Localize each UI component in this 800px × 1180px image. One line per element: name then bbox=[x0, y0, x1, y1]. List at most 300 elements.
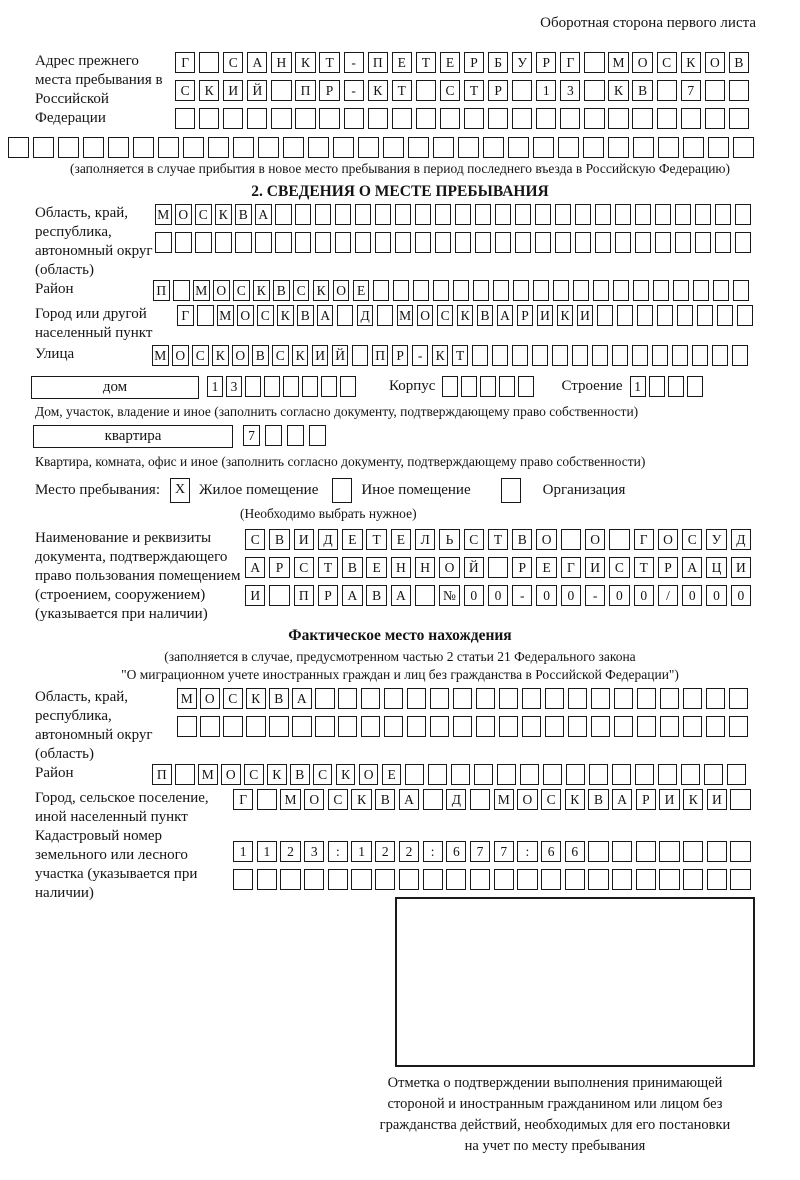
char-box[interactable]: С bbox=[294, 557, 314, 578]
char-box[interactable] bbox=[175, 764, 195, 785]
char-box[interactable] bbox=[423, 789, 443, 810]
char-box[interactable]: К bbox=[336, 764, 356, 785]
char-box[interactable] bbox=[375, 204, 392, 225]
char-box[interactable] bbox=[255, 232, 272, 253]
char-box[interactable]: 2 bbox=[375, 841, 395, 862]
char-box[interactable]: Р bbox=[318, 585, 338, 606]
char-box[interactable]: Б bbox=[488, 52, 508, 73]
char-box[interactable]: Т bbox=[416, 52, 436, 73]
char-box[interactable] bbox=[470, 869, 490, 890]
char-box[interactable] bbox=[512, 345, 529, 366]
char-box[interactable] bbox=[488, 557, 508, 578]
char-box[interactable] bbox=[455, 232, 472, 253]
char-box[interactable]: С bbox=[328, 789, 348, 810]
char-box[interactable] bbox=[561, 529, 581, 550]
char-box[interactable] bbox=[735, 232, 752, 253]
char-box[interactable] bbox=[735, 204, 752, 225]
char-box[interactable] bbox=[399, 869, 419, 890]
char-box[interactable] bbox=[392, 108, 412, 129]
char-box[interactable] bbox=[683, 137, 704, 158]
char-box[interactable] bbox=[233, 137, 254, 158]
char-box[interactable] bbox=[633, 137, 654, 158]
char-box[interactable] bbox=[275, 204, 292, 225]
char-box[interactable] bbox=[480, 376, 496, 397]
char-box[interactable] bbox=[304, 869, 324, 890]
char-box[interactable] bbox=[497, 764, 517, 785]
char-box[interactable]: М bbox=[217, 305, 234, 326]
char-box[interactable] bbox=[257, 789, 277, 810]
char-box[interactable] bbox=[704, 764, 724, 785]
char-box[interactable]: 0 bbox=[609, 585, 629, 606]
char-box[interactable] bbox=[458, 137, 479, 158]
char-box[interactable] bbox=[265, 425, 282, 446]
char-box[interactable] bbox=[635, 764, 655, 785]
char-box[interactable] bbox=[375, 869, 395, 890]
char-box[interactable]: О bbox=[237, 305, 254, 326]
char-box[interactable] bbox=[292, 716, 312, 737]
char-box[interactable]: 0 bbox=[488, 585, 508, 606]
char-box[interactable]: 6 bbox=[565, 841, 585, 862]
char-box[interactable]: К bbox=[215, 204, 232, 225]
char-box[interactable] bbox=[568, 688, 588, 709]
char-box[interactable] bbox=[269, 716, 289, 737]
char-box[interactable] bbox=[683, 716, 703, 737]
char-box[interactable]: О bbox=[213, 280, 230, 301]
char-box[interactable]: К bbox=[246, 688, 266, 709]
char-box[interactable] bbox=[271, 80, 291, 101]
char-box[interactable] bbox=[592, 345, 609, 366]
char-box[interactable]: Е bbox=[391, 529, 411, 550]
char-box[interactable]: В bbox=[252, 345, 269, 366]
char-box[interactable]: Г bbox=[233, 789, 253, 810]
char-box[interactable] bbox=[408, 137, 429, 158]
char-box[interactable]: К bbox=[432, 345, 449, 366]
char-box[interactable] bbox=[697, 305, 714, 326]
char-box[interactable]: А bbox=[245, 557, 265, 578]
char-box[interactable]: В bbox=[269, 688, 289, 709]
char-box[interactable] bbox=[535, 204, 552, 225]
char-box[interactable] bbox=[433, 137, 454, 158]
char-box[interactable]: А bbox=[255, 204, 272, 225]
char-box[interactable]: Р bbox=[536, 52, 556, 73]
char-box[interactable] bbox=[657, 80, 677, 101]
char-box[interactable] bbox=[368, 108, 388, 129]
char-box[interactable]: А bbox=[497, 305, 514, 326]
char-box[interactable] bbox=[545, 688, 565, 709]
char-box[interactable]: К bbox=[351, 789, 371, 810]
char-box[interactable] bbox=[677, 305, 694, 326]
char-box[interactable]: М bbox=[198, 764, 218, 785]
char-box[interactable] bbox=[283, 376, 299, 397]
char-box[interactable] bbox=[383, 137, 404, 158]
char-box[interactable] bbox=[287, 425, 304, 446]
char-box[interactable] bbox=[717, 305, 734, 326]
char-box[interactable]: Г bbox=[560, 52, 580, 73]
char-box[interactable] bbox=[632, 108, 652, 129]
char-box[interactable] bbox=[499, 376, 515, 397]
char-box[interactable] bbox=[430, 716, 450, 737]
char-box[interactable] bbox=[315, 688, 335, 709]
char-box[interactable] bbox=[33, 137, 54, 158]
char-box[interactable] bbox=[335, 232, 352, 253]
char-box[interactable] bbox=[446, 869, 466, 890]
char-box[interactable]: Т bbox=[392, 80, 412, 101]
char-box[interactable] bbox=[338, 716, 358, 737]
char-box[interactable] bbox=[200, 716, 220, 737]
char-box[interactable]: О bbox=[517, 789, 537, 810]
char-box[interactable]: К bbox=[557, 305, 574, 326]
char-box[interactable] bbox=[177, 716, 197, 737]
char-box[interactable]: Т bbox=[488, 529, 508, 550]
char-box[interactable]: Р bbox=[319, 80, 339, 101]
char-box[interactable]: И bbox=[707, 789, 727, 810]
char-box[interactable]: С bbox=[244, 764, 264, 785]
char-box[interactable] bbox=[636, 841, 656, 862]
char-box[interactable] bbox=[512, 108, 532, 129]
char-box[interactable]: Д bbox=[357, 305, 374, 326]
char-box[interactable]: - bbox=[344, 80, 364, 101]
char-box[interactable] bbox=[476, 716, 496, 737]
char-box[interactable] bbox=[315, 204, 332, 225]
char-box[interactable]: С bbox=[223, 688, 243, 709]
char-box[interactable] bbox=[695, 232, 712, 253]
char-box[interactable]: Д bbox=[731, 529, 751, 550]
char-box[interactable] bbox=[315, 716, 335, 737]
char-box[interactable]: - bbox=[412, 345, 429, 366]
char-box[interactable]: Т bbox=[452, 345, 469, 366]
char-box[interactable] bbox=[575, 232, 592, 253]
char-box[interactable] bbox=[271, 108, 291, 129]
char-box[interactable]: 0 bbox=[731, 585, 751, 606]
char-box[interactable]: М bbox=[193, 280, 210, 301]
char-box[interactable] bbox=[608, 137, 629, 158]
char-box[interactable]: П bbox=[153, 280, 170, 301]
checkbox-inoe[interactable] bbox=[332, 478, 352, 503]
char-box[interactable] bbox=[568, 716, 588, 737]
char-box[interactable]: А bbox=[399, 789, 419, 810]
char-box[interactable]: К bbox=[212, 345, 229, 366]
char-box[interactable] bbox=[659, 841, 679, 862]
char-box[interactable] bbox=[269, 585, 289, 606]
char-box[interactable]: 1 bbox=[630, 376, 646, 397]
char-box[interactable] bbox=[612, 764, 632, 785]
char-box[interactable]: Р bbox=[269, 557, 289, 578]
char-box[interactable] bbox=[614, 688, 634, 709]
char-box[interactable]: В bbox=[366, 585, 386, 606]
char-box[interactable]: А bbox=[682, 557, 702, 578]
char-box[interactable] bbox=[108, 137, 129, 158]
char-box[interactable]: С bbox=[437, 305, 454, 326]
char-box[interactable] bbox=[470, 789, 490, 810]
char-box[interactable] bbox=[705, 108, 725, 129]
char-box[interactable] bbox=[464, 108, 484, 129]
char-box[interactable] bbox=[584, 80, 604, 101]
char-box[interactable] bbox=[235, 232, 252, 253]
char-box[interactable]: О bbox=[417, 305, 434, 326]
char-box[interactable]: И bbox=[312, 345, 329, 366]
char-box[interactable]: О bbox=[200, 688, 220, 709]
char-box[interactable]: И bbox=[245, 585, 265, 606]
char-box[interactable]: - bbox=[512, 585, 532, 606]
char-box[interactable] bbox=[672, 345, 689, 366]
char-box[interactable] bbox=[246, 716, 266, 737]
char-box[interactable]: 1 bbox=[207, 376, 223, 397]
char-box[interactable] bbox=[518, 376, 534, 397]
char-box[interactable] bbox=[455, 204, 472, 225]
char-box[interactable] bbox=[315, 232, 332, 253]
char-box[interactable]: С bbox=[233, 280, 250, 301]
char-box[interactable] bbox=[614, 716, 634, 737]
char-box[interactable] bbox=[158, 137, 179, 158]
char-box[interactable] bbox=[730, 841, 750, 862]
char-box[interactable] bbox=[275, 232, 292, 253]
char-box[interactable]: Е bbox=[440, 52, 460, 73]
char-box[interactable] bbox=[451, 764, 471, 785]
char-box[interactable]: И bbox=[731, 557, 751, 578]
char-box[interactable] bbox=[405, 764, 425, 785]
char-box[interactable]: Д bbox=[318, 529, 338, 550]
char-box[interactable]: С bbox=[293, 280, 310, 301]
char-box[interactable]: Г bbox=[177, 305, 194, 326]
char-box[interactable] bbox=[395, 204, 412, 225]
char-box[interactable]: № bbox=[439, 585, 459, 606]
char-box[interactable] bbox=[264, 376, 280, 397]
char-box[interactable]: К bbox=[681, 52, 701, 73]
char-box[interactable] bbox=[295, 108, 315, 129]
char-box[interactable] bbox=[608, 108, 628, 129]
char-box[interactable] bbox=[515, 232, 532, 253]
char-box[interactable] bbox=[375, 232, 392, 253]
char-box[interactable] bbox=[430, 688, 450, 709]
char-box[interactable]: В bbox=[297, 305, 314, 326]
char-box[interactable]: С bbox=[682, 529, 702, 550]
char-box[interactable]: / bbox=[658, 585, 678, 606]
char-box[interactable] bbox=[712, 345, 729, 366]
char-box[interactable] bbox=[208, 137, 229, 158]
char-box[interactable]: 0 bbox=[682, 585, 702, 606]
char-box[interactable] bbox=[384, 688, 404, 709]
char-box[interactable] bbox=[522, 716, 542, 737]
char-box[interactable] bbox=[384, 716, 404, 737]
char-box[interactable] bbox=[658, 764, 678, 785]
char-box[interactable] bbox=[615, 204, 632, 225]
char-box[interactable]: С bbox=[223, 52, 243, 73]
char-box[interactable]: К bbox=[457, 305, 474, 326]
char-box[interactable]: В bbox=[375, 789, 395, 810]
char-box[interactable] bbox=[584, 108, 604, 129]
char-box[interactable] bbox=[475, 232, 492, 253]
char-box[interactable]: И bbox=[585, 557, 605, 578]
char-box[interactable] bbox=[358, 137, 379, 158]
char-box[interactable]: Т bbox=[319, 52, 339, 73]
char-box[interactable]: 1 bbox=[233, 841, 253, 862]
char-box[interactable] bbox=[355, 204, 372, 225]
char-box[interactable]: М bbox=[608, 52, 628, 73]
char-box[interactable]: В bbox=[269, 529, 289, 550]
char-box[interactable]: М bbox=[152, 345, 169, 366]
char-box[interactable] bbox=[660, 688, 680, 709]
char-box[interactable] bbox=[583, 137, 604, 158]
char-box[interactable] bbox=[257, 869, 277, 890]
char-box[interactable] bbox=[655, 232, 672, 253]
char-box[interactable] bbox=[652, 345, 669, 366]
char-box[interactable] bbox=[428, 764, 448, 785]
char-box[interactable] bbox=[373, 280, 390, 301]
char-box[interactable] bbox=[223, 108, 243, 129]
char-box[interactable] bbox=[517, 869, 537, 890]
char-box[interactable] bbox=[637, 688, 657, 709]
char-box[interactable] bbox=[302, 376, 318, 397]
char-box[interactable] bbox=[555, 232, 572, 253]
char-box[interactable]: Т bbox=[464, 80, 484, 101]
char-box[interactable]: 2 bbox=[280, 841, 300, 862]
char-box[interactable] bbox=[155, 232, 172, 253]
char-box[interactable] bbox=[660, 716, 680, 737]
char-box[interactable]: 1 bbox=[351, 841, 371, 862]
char-box[interactable] bbox=[492, 345, 509, 366]
char-box[interactable] bbox=[707, 841, 727, 862]
char-box[interactable]: О bbox=[232, 345, 249, 366]
char-box[interactable]: К bbox=[608, 80, 628, 101]
char-box[interactable]: И bbox=[223, 80, 243, 101]
char-box[interactable]: О bbox=[333, 280, 350, 301]
char-box[interactable]: 2 bbox=[399, 841, 419, 862]
char-box[interactable]: У bbox=[706, 529, 726, 550]
char-box[interactable] bbox=[328, 869, 348, 890]
char-box[interactable] bbox=[706, 716, 726, 737]
char-box[interactable] bbox=[58, 137, 79, 158]
char-box[interactable] bbox=[361, 716, 381, 737]
char-box[interactable]: К bbox=[277, 305, 294, 326]
char-box[interactable] bbox=[632, 345, 649, 366]
char-box[interactable] bbox=[488, 108, 508, 129]
char-box[interactable] bbox=[659, 869, 679, 890]
char-box[interactable] bbox=[683, 869, 703, 890]
char-box[interactable]: П bbox=[368, 52, 388, 73]
char-box[interactable] bbox=[695, 204, 712, 225]
char-box[interactable]: О bbox=[439, 557, 459, 578]
char-box[interactable]: П bbox=[152, 764, 172, 785]
char-box[interactable] bbox=[351, 869, 371, 890]
char-box[interactable] bbox=[474, 764, 494, 785]
char-box[interactable] bbox=[588, 869, 608, 890]
char-box[interactable]: 0 bbox=[464, 585, 484, 606]
char-box[interactable] bbox=[512, 80, 532, 101]
char-box[interactable]: Н bbox=[415, 557, 435, 578]
char-box[interactable] bbox=[461, 376, 477, 397]
char-box[interactable]: Г bbox=[561, 557, 581, 578]
char-box[interactable] bbox=[433, 280, 450, 301]
char-box[interactable]: О bbox=[705, 52, 725, 73]
char-box[interactable]: С bbox=[464, 529, 484, 550]
char-box[interactable] bbox=[340, 376, 356, 397]
char-box[interactable]: А bbox=[292, 688, 312, 709]
char-box[interactable]: Т bbox=[318, 557, 338, 578]
char-box[interactable]: В bbox=[273, 280, 290, 301]
char-box[interactable] bbox=[572, 345, 589, 366]
char-box[interactable]: О bbox=[359, 764, 379, 785]
char-box[interactable] bbox=[321, 376, 337, 397]
char-box[interactable]: 0 bbox=[536, 585, 556, 606]
char-box[interactable] bbox=[83, 137, 104, 158]
char-box[interactable] bbox=[352, 345, 369, 366]
char-box[interactable] bbox=[713, 280, 730, 301]
char-box[interactable]: В bbox=[477, 305, 494, 326]
char-box[interactable] bbox=[737, 305, 754, 326]
char-box[interactable]: К bbox=[295, 52, 315, 73]
char-box[interactable]: И bbox=[659, 789, 679, 810]
char-box[interactable] bbox=[591, 688, 611, 709]
char-box[interactable]: 1 bbox=[257, 841, 277, 862]
char-box[interactable]: Р bbox=[517, 305, 534, 326]
char-box[interactable]: П bbox=[295, 80, 315, 101]
char-box[interactable] bbox=[475, 204, 492, 225]
char-box[interactable]: У bbox=[512, 52, 532, 73]
char-box[interactable] bbox=[635, 204, 652, 225]
char-box[interactable] bbox=[520, 764, 540, 785]
char-box[interactable]: В bbox=[342, 557, 362, 578]
char-box[interactable]: К bbox=[292, 345, 309, 366]
char-box[interactable] bbox=[499, 716, 519, 737]
char-box[interactable]: С bbox=[192, 345, 209, 366]
char-box[interactable] bbox=[633, 280, 650, 301]
char-box[interactable] bbox=[233, 869, 253, 890]
char-box[interactable] bbox=[733, 280, 750, 301]
char-box[interactable] bbox=[223, 716, 243, 737]
char-box[interactable] bbox=[612, 841, 632, 862]
char-box[interactable] bbox=[295, 204, 312, 225]
char-box[interactable] bbox=[637, 305, 654, 326]
char-box[interactable]: П bbox=[372, 345, 389, 366]
char-box[interactable]: : bbox=[423, 841, 443, 862]
char-box[interactable] bbox=[175, 232, 192, 253]
char-box[interactable] bbox=[615, 232, 632, 253]
char-box[interactable] bbox=[280, 869, 300, 890]
char-box[interactable] bbox=[635, 232, 652, 253]
char-box[interactable] bbox=[593, 280, 610, 301]
char-box[interactable] bbox=[513, 280, 530, 301]
char-box[interactable] bbox=[588, 841, 608, 862]
char-box[interactable]: С bbox=[195, 204, 212, 225]
char-box[interactable] bbox=[541, 869, 561, 890]
char-box[interactable] bbox=[692, 345, 709, 366]
char-box[interactable] bbox=[730, 869, 750, 890]
char-box[interactable]: К bbox=[199, 80, 219, 101]
char-box[interactable]: В bbox=[632, 80, 652, 101]
char-box[interactable] bbox=[415, 585, 435, 606]
char-box[interactable]: И bbox=[577, 305, 594, 326]
char-box[interactable] bbox=[668, 376, 684, 397]
char-box[interactable]: Е bbox=[366, 557, 386, 578]
char-box[interactable] bbox=[681, 764, 701, 785]
char-box[interactable] bbox=[415, 204, 432, 225]
char-box[interactable] bbox=[413, 280, 430, 301]
char-box[interactable] bbox=[565, 869, 585, 890]
char-box[interactable] bbox=[494, 869, 514, 890]
char-box[interactable]: - bbox=[585, 585, 605, 606]
char-box[interactable] bbox=[319, 108, 339, 129]
char-box[interactable]: 3 bbox=[304, 841, 324, 862]
char-box[interactable] bbox=[658, 137, 679, 158]
char-box[interactable] bbox=[715, 204, 732, 225]
char-box[interactable] bbox=[197, 305, 214, 326]
char-box[interactable]: В bbox=[290, 764, 310, 785]
char-box[interactable] bbox=[393, 280, 410, 301]
char-box[interactable] bbox=[495, 204, 512, 225]
char-box[interactable]: Р bbox=[392, 345, 409, 366]
char-box[interactable] bbox=[440, 108, 460, 129]
char-box[interactable]: Е bbox=[536, 557, 556, 578]
